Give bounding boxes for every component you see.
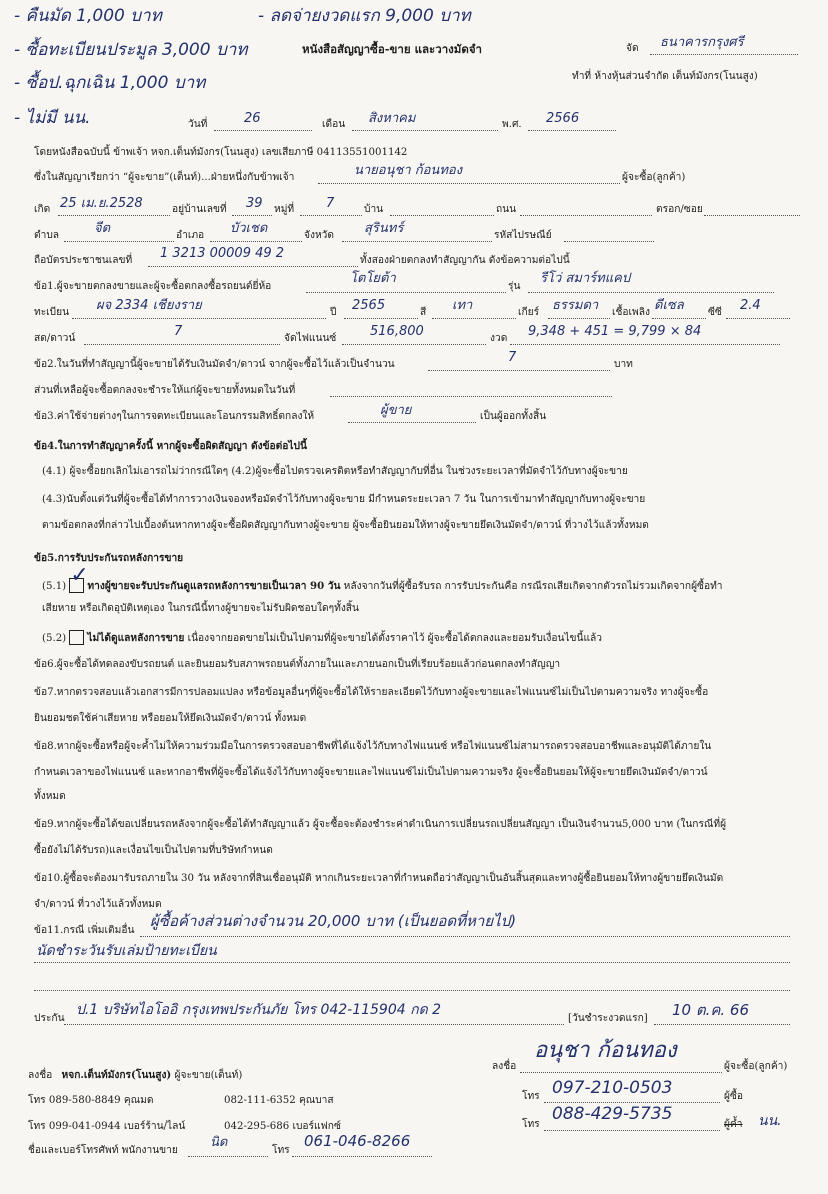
buyer-sign-label: ลงชื่อ (492, 1061, 517, 1072)
contract-title: หนังสือสัญญาซื้อ-ขาย และวางมัดจำ (302, 42, 483, 56)
fuel-label: เชื้อเพลิง (612, 307, 650, 318)
note-5: - ไม่มี นน. (14, 108, 91, 128)
seller-tel-3: โทร 099-041-0944 เบอร์ร้าน/ไลน์ (28, 1121, 186, 1132)
seller-tel-2: 082-111-6352 คุณบาส (224, 1095, 334, 1106)
note-4: - ซื้อป.ฉุกเฉิน 1,000 บาท (14, 73, 206, 93)
guarantor-tel: 088-429-5735 (552, 1104, 673, 1124)
clause-4-1: (4.1) ผู้จะซื้อยกเลิกไม่เอารถไม่ว่ากรณีใดๆ (4.2)ผู้จะซื้อไปตรวจเครดิตหรือทำสัญญากับที่อื่น ในช่วงระยะเวลาที่มัดจำไว้กับทางผู้จะขาย (42, 466, 628, 477)
clause-3-party: ผู้ขาย (380, 403, 412, 418)
car-model: รีโว่ สมาร์ทแคป (540, 271, 631, 286)
clause-1: ข้อ1.ผู้จะขายตกลงขายและผู้จะซื้อตกลงซื้อรถยนต์ยี่ห้อ (34, 281, 272, 292)
staff-tel: 061-046-8266 (304, 1132, 411, 1150)
birth-label: เกิด (34, 204, 51, 215)
seller-tel-1: โทร 089-580-8849 คุณมด (28, 1095, 154, 1106)
insurance-value: ป.1 บริษัทไอโออิ กรุงเทพประกันภัย โทร 042-115904 กด 2 (76, 1002, 442, 1018)
clause-2b: ส่วนที่เหลือผู้จะซื้อตกลงจะชำระให้แก่ผู้จะขายทั้งหมดในวันที่ (34, 385, 296, 396)
buyer-role: ผู้จะซื้อ(ลูกค้า) (622, 172, 686, 183)
year-car-label: ปี (330, 307, 337, 318)
buyer-name: นายอนุชา ก้อนทอง (354, 163, 463, 178)
party-line: ซึ่งในสัญญาเรียกว่า “ผู้จะขาย”(เต็นท์)...ฝ่ายหนึ่งกับข้าพเจ้า (34, 172, 295, 183)
seller-sign-line (28, 1068, 242, 1083)
clause-9: ข้อ9.หากผู้จะซื้อได้ขอเปลี่ยนรถหลังจากผู้จะซื้อได้ทำสัญญาแล้ว ผู้จะซื้อจะต้องชำระค่าดำเนินการเปลี่ยนรถเปลี่ยนสัญญา เป็นเงินจำนวน5,000 บาท (ในกรณีที่ผู้ (34, 819, 727, 830)
car-cc: 2.4 (740, 298, 761, 313)
clause-10b: จำ/ดาวน์ ที่วางไว้แล้วทั้งหมด (34, 899, 162, 910)
color-label: สี (420, 307, 427, 318)
seller-sign-label: ลงชื่อ (28, 1070, 53, 1081)
deposit-label: สด/ดาวน์ (34, 333, 76, 344)
seller-role: ผู้จะขาย(เต็นท์) (174, 1070, 243, 1081)
clause-11-note-2: นัดชำระวันรับเล่มป้ายทะเบียน (36, 943, 217, 959)
clause-8c: ทั้งหมด (34, 791, 66, 802)
clause-11-note: ผู้ซื้อค้างส่วนต่างจำนวน 20,000 บาท (เป็นยอดที่หายไป) (150, 912, 517, 930)
guarantor-note: นน. (758, 1113, 782, 1129)
to-value: ธนาคารกรุงศรี (660, 35, 744, 50)
addr-value: 39 (246, 196, 263, 211)
clause-4-3: (4.3)นับตั้งแต่วันที่ผู้จะซื้อได้ทำการวางเงินจองหรือมัดจำไว้กับทางผู้จะขาย มีกำหนดระยะเวลา 7 วัน ในการเข้ามาทำสัญญากับทางผู้จะขาย (42, 494, 646, 505)
staff-tel-label: โทร (272, 1145, 290, 1156)
car-year: 2565 (352, 298, 386, 313)
road-label: ถนน (496, 204, 517, 215)
addr-label: อยู่บ้านเลขที่ (172, 204, 227, 215)
clause-3b: เป็นผู้ออกทั้งสิ้น (480, 411, 547, 422)
moo-label: หมู่ที่ (274, 204, 295, 215)
seller-fax: 042-295-686 เบอร์แฟกซ์ (224, 1121, 341, 1132)
no-warranty-detail: เนื่องจากยอดขายไม่เป็นไปตามที่ผู้จะขายได้ตั้งราคาไว้ ผู้จะซื้อได้ตกลงและยอมรับเงื่อนไขนี้แล้ว (187, 633, 603, 644)
note-3: - ซื้อทะเบียนประมูล 3,000 บาท (14, 40, 248, 60)
clause-2-unit: บาท (614, 359, 633, 370)
guarantor-role: ผู้ค้ำ (724, 1119, 743, 1130)
amphoe-label: อำเภอ (176, 230, 205, 241)
soi-label: ตรอก/ซอย (656, 204, 703, 215)
intro-line: โดยหนังสือฉบับนี้ ข้าพเจ้า หจก.เต็นท์มังกร(โนนสูง) เลขเสียภาษี 04113551001142 (34, 147, 408, 158)
clause-7: ข้อ7.หากตรวจสอบแล้วเอกสารมีการปลอมแปลง หรือข้อมูลอื่นๆที่ผู้จะซื้อได้ให้รายละเอียดไว้กับทางผู้จะขายและไฟแนนซ์ไม่เป็นไปตามความจริง ทางผู้จะซื้อ (34, 687, 709, 698)
insurance-label: ประกัน (34, 1013, 65, 1024)
note-2: - ลดจ่ายงวดแรก 9,000 บาท (258, 6, 471, 26)
clause-5: ข้อ5.การรับประกันรถหลังการขาย (34, 552, 184, 564)
month-value: สิงหาคม (368, 111, 416, 126)
to-label: จัด (626, 43, 639, 54)
car-gear: ธรรมดา (552, 298, 599, 313)
year-label: พ.ศ. (502, 119, 522, 130)
warranty-option: ทางผู้ขายจะรับประกันดูแลรถหลังการขายเป็นเวลา 90 วัน (87, 580, 341, 592)
installment-label: งวด (490, 333, 508, 344)
finance-value: 516,800 (370, 324, 424, 339)
staff-label: ชื่อและเบอร์โทรศัพท์ พนักงานขาย (28, 1145, 178, 1156)
moo-value: 7 (326, 196, 335, 211)
clause-5-2 (42, 630, 602, 646)
check-icon: ✓ (70, 563, 89, 588)
province-label: จังหวัด (304, 230, 334, 241)
clause-4-3b: ตามข้อตกลงที่กล่าวไปเบื้องต้นหากทางผู้จะซื้อผิดสัญญากับทางผู้จะขาย ผู้จะซื้อยินยอมให้ทางผู้จะขายยึดเงินมัดจำ/ดาวน์ ที่วางไว้แล้วทั้งหมด (42, 520, 649, 531)
note-1: - คืนมัด 1,000 บาท (14, 6, 162, 26)
clause-7b: ยินยอมชดใช้ค่าเสียหาย หรือยอมให้ยึดเงินมัดจำ/ดาวน์ ทั้งหมด (34, 713, 307, 724)
buyer-tel: 097-210-0503 (552, 1078, 673, 1098)
car-fuel: ดีเซล (654, 298, 684, 313)
clause-2-amount: 7 (508, 350, 517, 365)
clause-5-2-num: (5.2) (42, 633, 67, 644)
amphoe-value: บัวเชด (230, 221, 268, 236)
zip-label: รหัสไปรษณีย์ (494, 230, 552, 241)
clause-11: ข้อ11.กรณี เพิ่มเติมอื่น (34, 925, 135, 936)
clause-10: ข้อ10.ผู้ซื้อจะต้องมารับรถภายใน 30 วัน หลังจากที่สินเชื่ออนุมัติ หากเกินระยะเวลาที่กำหนดถือว่าสัญญาเป็นอันสิ้นสุดและทางผู้ซื้อยินยอมให้ทางผู้ขายยึดเงินมัด (34, 873, 724, 884)
year-value: 2566 (546, 111, 580, 126)
clause-3: ข้อ3.ค่าใช้จ่ายต่างๆในการจดทะเบียนและโอนกรรมสิทธิ์ตกลงให้ (34, 411, 315, 422)
no-warranty-checkbox[interactable] (69, 630, 84, 645)
buyer-sign-role: ผู้จะซื้อ(ลูกค้า) (724, 1061, 788, 1072)
agreement-line: ทั้งสองฝ่ายตกลงทำสัญญากัน ดังข้อความต่อไปนี้ (360, 255, 570, 266)
car-color: เทา (452, 298, 473, 313)
date-label: วันที่ (188, 119, 208, 130)
deposit-value: 7 (174, 324, 183, 339)
guarantor-tel-label: โทร (522, 1119, 540, 1130)
clause-8b: กำหนดเวลาของไฟแนนซ์ และหากอาชีพที่ผู้จะซื้อได้แจ้งไว้กับทางผู้จะขายและไฟแนนซ์ไม่เป็นไปตามความจริง ผู้จะซื้อยินยอมให้ผู้จะขายยึดเงินมัดจำ/ดาวน์ (34, 767, 708, 778)
id-label: ถือบัตรประชาชนเลขที่ (34, 255, 133, 266)
seller-name: หจก.เต็นท์มังกร(โนนสูง) (61, 1069, 172, 1081)
gear-label: เกียร์ (518, 307, 540, 318)
tambon-value: จีต (94, 221, 111, 236)
first-payment-date: 10 ต.ค. 66 (672, 1001, 750, 1019)
province-value: สุรินทร์ (364, 221, 404, 236)
reg-label: ทะเบียน (34, 307, 70, 318)
tambon-label: ตำบล (34, 230, 60, 241)
installment-value: 9,348 + 451 = 9,799 × 84 (528, 324, 702, 339)
cc-label: ซีซี (708, 307, 722, 318)
month-label: เดือน (322, 119, 346, 130)
no-warranty-option: ไม่ได้ดูแลหลังการขาย (87, 632, 185, 644)
clause-2: ข้อ2.ในวันที่ทำสัญญานี้ผู้จะขายได้รับเงินมัดจำ/ดาวน์ จากผู้จะซื้อไว้แล้วเป็นจำนวน (34, 359, 395, 370)
buyer-tel-label: โทร (522, 1091, 540, 1102)
ban-label: บ้าน (364, 204, 384, 215)
id-value: 1 3213 00009 49 2 (160, 246, 285, 261)
first-payment-label: [วันชำระงวดแรก] (568, 1013, 648, 1024)
warranty-detail: หลังจากวันที่ผู้ซื้อรับรถ การรับประกันคือ กรณีรถเสียเกิดจากตัวรถไม่รวมเกิดจากผู้ซื้อทำ (343, 581, 723, 592)
warranty-checkbox[interactable] (69, 563, 89, 593)
clause-5-1 (42, 563, 723, 594)
finance-label: จัดไฟแนนซ์ (284, 333, 337, 344)
staff-name: นิด (210, 1135, 228, 1150)
car-brand: โตโยต้า (350, 271, 396, 286)
clause-9b: ซื้อยังไม่ได้รับรถ)และเงื่อนไขเป็นไปตามที่บริษัทกำหนด (34, 845, 273, 856)
date-value: 26 (244, 111, 261, 126)
clause-5-1d: เสียหาย หรือเกิดอุบัติเหตุเอง ในกรณีนี้ทางผู้ขายจะไม่รับผิดชอบใดๆทั้งสิ้น (42, 603, 359, 614)
clause-4: ข้อ4.ในการทำสัญญาครั้งนี้ หากผู้จะซื้อผิดสัญญา ดังข้อต่อไปนี้ (34, 440, 307, 452)
buyer-signature: อนุชา ก้อนทอง (534, 1038, 677, 1063)
clause-5-1-num: (5.1) (42, 581, 67, 592)
reg-value: ผจ 2334 เชียงราย (96, 298, 202, 313)
model-label: รุ่น (508, 281, 521, 292)
buyer-tel-role: ผู้ซื้อ (724, 1091, 744, 1102)
birth-value: 25 เม.ย.2528 (60, 196, 143, 211)
clause-8: ข้อ8.หากผู้จะซื้อหรือผู้จะค้ำไม่ให้ความร่วมมือในการตรวจสอบอาชีพที่ได้แจ้งไว้กับทางไฟแนนซ์ หรือไฟแนนซ์ไม่สามารถตรวจสอบอาชีพและอนุมัติได้ภายใน (34, 741, 712, 752)
clause-6: ข้อ6.ผู้จะซื้อได้ทดลองขับรถยนต์ และยินยอมรับสภาพรถยนต์ทั้งภายในและภายนอกเป็นที่เรียบร้อยแล้วก่อนตกลงทำสัญญา (34, 659, 561, 670)
made-at: ทำที่ ห้างหุ้นส่วนจำกัด เต็นท์มังกร(โนนสูง) (572, 71, 758, 82)
